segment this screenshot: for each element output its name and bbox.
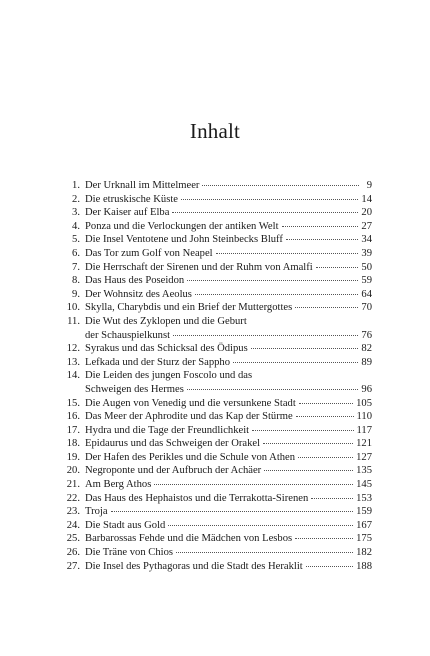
toc-entry-number: 11.: [67, 315, 80, 327]
toc-entry-page-number: 9: [366, 180, 372, 191]
toc-entry-number: 24.: [66, 519, 80, 531]
toc-entry-page-number: 64: [361, 288, 372, 300]
toc-entry-number: 23.: [66, 506, 80, 518]
toc-entry-title: Die etruskische Küste: [85, 193, 178, 205]
toc-entry-title: Ponza und die Verlockungen der antiken Welt: [85, 220, 279, 232]
toc-entry-page-number: 121: [356, 438, 372, 450]
toc-entry-body: [85, 369, 372, 396]
toc-entry-line: [85, 451, 372, 465]
toc-entry-page-number: 70: [361, 302, 372, 314]
dot-leader: [316, 267, 359, 268]
toc-entry-title: Der Hafen des Perikles und die Schule von Athen: [85, 451, 296, 463]
toc-entry-page-number: 59: [361, 275, 372, 287]
dot-leader: [295, 307, 358, 308]
toc-entry-number: 27.: [66, 560, 80, 572]
toc-entry-title: Epidaurus und das Schweigen der Orakel: [85, 438, 261, 450]
toc-entry-title: Die Insel des Pythagoras und die Stadt des Heraklit: [85, 560, 303, 572]
toc-entry-line: [85, 315, 372, 329]
toc-entry-number: 4.: [72, 220, 80, 232]
toc-entry-page-number: 39: [361, 247, 372, 259]
toc-entry-page-number: 153: [356, 492, 372, 504]
toc-entry-line: [85, 206, 372, 220]
toc-entry-number: 1.: [72, 180, 80, 191]
toc-entry-title: Die Herrschaft der Sirenen und der Ruhm von Amalfi: [85, 261, 313, 273]
toc-entry-title: Die Wut des Zyklopen und die Geburt: [85, 315, 247, 327]
dot-leader: [168, 525, 353, 526]
toc-entry-body: [85, 301, 372, 315]
toc-entry-number: 19.: [66, 451, 80, 463]
toc-entry-body: [85, 505, 372, 519]
toc-entry-number: 17.: [66, 424, 80, 436]
toc-entry-line: [85, 193, 372, 207]
toc-entry: [58, 179, 372, 193]
toc-entry: [58, 193, 372, 207]
toc-entry-number: 2.: [72, 193, 80, 205]
toc-entry-page-number: 110: [356, 411, 372, 423]
dot-leader: [181, 199, 358, 200]
table-of-contents: [58, 179, 372, 573]
toc-entry-number: 14.: [66, 370, 80, 382]
toc-entry-title: Das Tor zum Golf von Neapel: [85, 247, 213, 259]
toc-entry-line: [85, 274, 372, 288]
toc-entry: [58, 301, 372, 315]
toc-entry-line: [85, 247, 372, 261]
toc-entry-title: Troja: [85, 506, 108, 518]
toc-entry-body: [85, 315, 372, 342]
toc-entry-number: 7.: [72, 261, 80, 273]
toc-entry-number: 9.: [72, 288, 80, 300]
toc-entry: [58, 451, 372, 465]
toc-entry-body: [85, 478, 372, 492]
toc-entry-line: [85, 288, 372, 302]
toc-entry: [58, 261, 372, 275]
dot-leader: [195, 294, 358, 295]
toc-entry-line: [85, 546, 372, 560]
toc-entry-title: Skylla, Charybdis und ein Brief der Muttergottes: [85, 302, 293, 314]
toc-entry-number: 12.: [66, 343, 80, 355]
toc-entry-body: [85, 261, 372, 275]
dot-leader: [251, 348, 359, 349]
dot-leader: [154, 484, 353, 485]
toc-entry-line: [85, 492, 372, 506]
toc-entry-body: [85, 560, 372, 574]
toc-entry: [58, 560, 372, 574]
dot-leader: [282, 226, 359, 227]
dot-leader: [173, 335, 358, 336]
dot-leader: [296, 416, 354, 417]
toc-entry-body: [85, 397, 372, 411]
toc-entry-body: [85, 206, 372, 220]
dot-leader: [111, 511, 354, 512]
toc-entry-number: 26.: [66, 547, 80, 559]
toc-entry-body: [85, 179, 372, 193]
toc-entry-title: der Schauspielkunst: [85, 329, 171, 341]
toc-entry-page-number: 127: [356, 451, 372, 463]
toc-entry-title: Der Urknall im Mittelmeer: [85, 180, 200, 191]
toc-entry-line: [85, 356, 372, 370]
toc-entry-page-number: 167: [356, 519, 372, 531]
toc-entry: [58, 274, 372, 288]
toc-entry-page-number: 82: [361, 343, 372, 355]
toc-entry: [58, 519, 372, 533]
toc-entry-line: [85, 301, 372, 315]
toc-entry: [58, 546, 372, 560]
toc-entry: [58, 206, 372, 220]
toc-entry-page-number: 182: [356, 547, 372, 559]
toc-entry: [58, 356, 372, 370]
dot-leader: [187, 280, 358, 281]
dot-leader: [299, 403, 353, 404]
toc-entry-line: [85, 383, 372, 397]
toc-entry-title: Die Augen von Venedig und die versunkene Stadt: [85, 397, 296, 409]
dot-leader: [187, 389, 359, 390]
toc-entry-number: 5.: [72, 234, 80, 246]
toc-entry-line: [85, 505, 372, 519]
toc-entry-number: 16.: [66, 411, 80, 423]
toc-entry-page-number: 27: [361, 220, 372, 232]
toc-entry-body: [85, 519, 372, 533]
toc-entry-number: 22.: [66, 492, 80, 504]
toc-entry-title: Barbarossas Fehde und die Mädchen von Lesbos: [85, 533, 293, 545]
toc-entry-body: [85, 274, 372, 288]
toc-entry-body: [85, 193, 372, 207]
toc-entry-page-number: 50: [361, 261, 372, 273]
toc-entry-title: Am Berg Athos: [85, 479, 152, 491]
toc-entry-title: Die Träne von Chios: [85, 547, 173, 559]
toc-entry-number: 20.: [66, 465, 80, 477]
toc-entry-body: [85, 451, 372, 465]
toc-entry-line: [85, 532, 372, 546]
toc-entry-number: 25.: [66, 533, 80, 545]
toc-entry-title: Das Haus des Hephaistos und die Terrakotta-Sirenen: [85, 492, 309, 504]
toc-entry-title: Das Haus des Poseidon: [85, 275, 185, 287]
toc-entry: [58, 464, 372, 478]
toc-entry-page-number: 159: [356, 506, 372, 518]
toc-entry-line: [85, 424, 372, 438]
toc-entry-title: Die Insel Ventotene und John Steinbecks Bluff: [85, 234, 283, 246]
toc-entry-line: [85, 560, 372, 574]
dot-leader: [295, 538, 353, 539]
toc-entry: [58, 247, 372, 261]
toc-entry-page-number: 89: [361, 356, 372, 368]
toc-entry: [58, 220, 372, 234]
page-title: Inhalt: [189, 119, 241, 143]
toc-entry-body: [85, 464, 372, 478]
toc-entry: [58, 397, 372, 411]
toc-entry-body: [85, 342, 372, 356]
toc-entry-line: [85, 342, 372, 356]
toc-entry-body: [85, 492, 372, 506]
toc-entry-number: 21.: [66, 479, 80, 491]
dot-leader: [263, 443, 353, 444]
toc-entry: [58, 342, 372, 356]
toc-entry-line: [85, 233, 372, 247]
toc-entry-line: [85, 369, 372, 383]
toc-entry-page-number: 188: [356, 560, 372, 572]
toc-entry-line: [85, 397, 372, 411]
toc-entry-line: [85, 329, 372, 343]
toc-entry-body: [85, 532, 372, 546]
toc-entry-line: [85, 519, 372, 533]
toc-entry-page-number: 20: [361, 207, 372, 219]
dot-leader: [311, 498, 353, 499]
toc-entry-number: 3.: [72, 207, 80, 219]
toc-entry: [58, 437, 372, 451]
toc-entry-number: 10.: [66, 302, 80, 314]
toc-entry: [58, 410, 372, 424]
dot-leader: [252, 430, 353, 431]
toc-entry-line: [85, 261, 372, 275]
toc-entry-title: Hydra und die Tage der Freundlichkeit: [85, 424, 250, 436]
toc-entry-number: 13.: [66, 356, 80, 368]
toc-entry-title: Lefkada und der Sturz der Sappho: [85, 356, 231, 368]
toc-entry-body: [85, 356, 372, 370]
toc-entry: [58, 233, 372, 247]
toc-entry-title: Der Kaiser auf Elba: [85, 207, 170, 219]
toc-entry: [58, 288, 372, 302]
toc-entry-body: [85, 410, 372, 424]
toc-entry-title: Negroponte und der Aufbruch der Achäer: [85, 465, 262, 477]
toc-entry-page-number: 14: [361, 193, 372, 205]
toc-entry-title: Die Stadt aus Gold: [85, 519, 166, 531]
toc-entry-page-number: 105: [356, 397, 372, 409]
dot-leader: [298, 457, 353, 458]
toc-entry: [58, 505, 372, 519]
dot-leader: [233, 362, 358, 363]
toc-entry: [58, 369, 372, 396]
toc-entry-title: Der Wohnsitz des Aeolus: [85, 288, 192, 300]
toc-entry: [58, 424, 372, 438]
dot-leader: [172, 212, 358, 213]
dot-leader: [202, 185, 359, 186]
dot-leader: [306, 566, 353, 567]
dot-leader: [176, 552, 353, 553]
toc-entry-body: [85, 288, 372, 302]
toc-entry-page-number: 96: [361, 383, 372, 395]
toc-entry-body: [85, 233, 372, 247]
toc-entry-page-number: 145: [356, 479, 372, 491]
toc-entry-body: [85, 424, 372, 438]
toc-entry: [58, 315, 372, 342]
toc-entry-body: [85, 220, 372, 234]
toc-entry-page-number: 76: [361, 329, 372, 341]
toc-entry-title: Das Meer der Aphrodite und das Kap der Stürme: [85, 411, 293, 423]
toc-entry-number: 8.: [72, 275, 80, 287]
toc-entry: [58, 532, 372, 546]
toc-entry-title: Schweigen des Hermes: [85, 383, 184, 395]
toc-entry-number: 6.: [72, 247, 80, 259]
toc-entry-line: [85, 464, 372, 478]
toc-entry-line: [85, 410, 372, 424]
toc-entry-line: [85, 437, 372, 451]
toc-entry-number: 18.: [66, 438, 80, 450]
toc-entry-page-number: 117: [356, 424, 372, 436]
toc-entry-title: Die Leiden des jungen Foscolo und das: [85, 370, 253, 382]
toc-entry-number: 15.: [66, 397, 80, 409]
toc-entry-page-number: 34: [361, 234, 372, 246]
toc-entry-page-number: 175: [356, 533, 372, 545]
toc-entry-line: [85, 478, 372, 492]
toc-entry-page-number: 135: [356, 465, 372, 477]
dot-leader: [216, 253, 359, 254]
toc-entry: [58, 478, 372, 492]
toc-entry-body: [85, 437, 372, 451]
dot-leader: [286, 239, 358, 240]
toc-entry: [58, 492, 372, 506]
toc-entry-line: [85, 179, 372, 193]
toc-entry-body: [85, 546, 372, 560]
toc-entry-line: [85, 220, 372, 234]
toc-entry-body: [85, 247, 372, 261]
dot-leader: [264, 470, 353, 471]
toc-entry-title: Syrakus und das Schicksal des Ödipus: [85, 343, 248, 355]
